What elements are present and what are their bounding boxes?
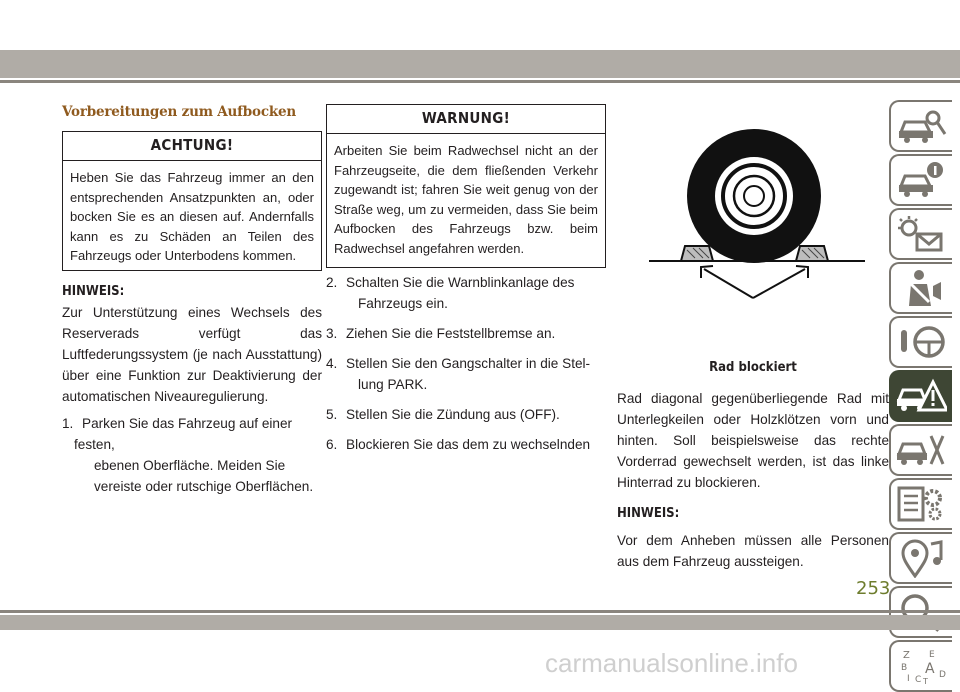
tab-warning-lights[interactable] — [889, 208, 952, 260]
steps-list — [326, 272, 606, 455]
continuation-text: Rad diagonal gegenüberliegende Rad mit Unterlegkeilen oder Holzklötzen vorn und hinten. Soll beispielsweise das rechte Vorderrad gewechselt werden, ist das linke Hinterrad zu blockieren. — [617, 391, 889, 490]
index-letter: B — [901, 663, 908, 673]
step-number: 5. — [326, 407, 338, 422]
car-info-icon — [895, 160, 947, 200]
bottom-rule — [0, 610, 960, 613]
arrows — [701, 266, 808, 298]
step-text: Stellen Sie den Gangschalter in die Stel- — [346, 356, 591, 371]
caution-text: Heben Sie das Fahrzeug immer an den entsprechenden Ansatzpunkten an, oder bocken Sie es an diesen auf. Andernfalls kann es zu Schäden an Teilen des Fahrzeugs oder Unterbodens kommen. — [70, 170, 314, 263]
step-text-cont: lung PARK. — [358, 377, 428, 392]
step-number: 6. — [326, 437, 338, 452]
specs-gear-icon — [895, 484, 947, 524]
step-item — [326, 323, 606, 344]
step-item — [326, 353, 606, 395]
step-item — [62, 413, 322, 497]
step-text: Parken Sie das Fahrzeug auf einer festen, — [74, 416, 293, 452]
warning-title: WARNUNG! — [327, 105, 605, 134]
index-letter: A — [925, 661, 935, 677]
tab-multimedia[interactable] — [889, 532, 952, 584]
tab-getting-to-know-vehicle[interactable] — [889, 100, 952, 152]
index-letter: Z — [903, 650, 910, 661]
note-text: Zur Unterstützung eines Wechsels des Reserverads verfügt das Luftfederungssystem (je nach Ausstattung) über eine Funktion zur Deaktivierung der automatischen Niveauregulierung. — [62, 305, 322, 404]
column-left — [62, 100, 322, 497]
note-label-2: HINWEIS: — [617, 506, 680, 521]
warning-box — [326, 104, 606, 268]
tab-technical-specifications[interactable] — [889, 478, 952, 530]
section-title: Vorbereitungen zum Aufbocken — [62, 104, 297, 120]
steering-wheel-icon — [895, 322, 947, 362]
index-letter: E — [929, 650, 935, 660]
car-wrench-icon — [895, 430, 947, 470]
step-text: Ziehen Sie die Feststellbremse an. — [346, 326, 556, 341]
note-text-2: Vor dem Anheben müssen alle Personen aus dem Fahrzeug aussteigen. — [617, 533, 889, 569]
step-number: 1. — [62, 416, 74, 431]
note-label: HINWEIS: — [62, 284, 125, 299]
step-item — [326, 272, 606, 314]
column-middle — [326, 104, 606, 455]
step-text: Blockieren Sie das dem zu wechselnden — [346, 437, 591, 452]
watermark: carmanualsonline.info — [545, 648, 798, 678]
tab-index[interactable] — [889, 640, 952, 692]
chock-left — [681, 246, 713, 261]
caution-title: ACHTUNG! — [63, 132, 321, 161]
light-message-icon — [895, 214, 947, 254]
wheel-chock-illustration — [617, 100, 889, 365]
warning-text: Arbeiten Sie beim Radwechsel nicht an der Fahrzeugseite, die dem fließenden Verkehr zugewandt ist; fahren Sie weit genug von der Straße weg, um zu vermeiden, dass Sie beim Aufbocken des Fahrzeugs bzw. beim Radwechsel angefahren werden. — [334, 143, 598, 256]
index-letter: D — [939, 670, 946, 680]
step-text-cont: Fahrzeugs ein. — [358, 296, 448, 311]
step-text: Stellen Sie die Zündung aus (OFF). — [346, 407, 560, 422]
page-number: 253 — [856, 578, 891, 599]
index-letter: C — [915, 675, 922, 685]
step-text-cont: ebenen Oberfläche. Meiden Sie vereiste oder rutschige Oberflächen. — [94, 458, 314, 494]
index-letters-icon — [895, 646, 947, 686]
bottom-band — [0, 615, 960, 630]
tab-safety[interactable] — [889, 262, 952, 314]
step-number: 3. — [326, 326, 338, 341]
wheel-chock-figure — [617, 100, 889, 365]
caution-box — [62, 131, 322, 271]
step-item — [326, 404, 606, 425]
tab-in-case-of-emergency[interactable] — [889, 370, 952, 422]
tab-servicing-maintenance[interactable] — [889, 424, 952, 476]
hub-cap — [744, 186, 764, 206]
step-number: 2. — [326, 275, 338, 290]
step-number: 4. — [326, 356, 338, 371]
tab-instrument-panel[interactable] — [889, 154, 952, 206]
step-item — [326, 434, 606, 455]
car-key-icon — [895, 106, 947, 146]
location-music-icon — [895, 538, 947, 578]
top-rule — [0, 80, 960, 83]
chock-right — [796, 246, 828, 261]
step-text: Schalten Sie die Warnblinkanlage des — [346, 275, 575, 290]
top-band — [0, 50, 960, 78]
index-letter: I — [907, 674, 910, 684]
emergency-warning-icon — [895, 376, 947, 416]
tab-starting-operating[interactable] — [889, 316, 952, 368]
figure-caption: Rad blockiert — [709, 360, 797, 375]
index-letter: T — [923, 677, 928, 686]
seatbelt-person-icon — [895, 268, 947, 308]
column-right — [617, 100, 889, 572]
